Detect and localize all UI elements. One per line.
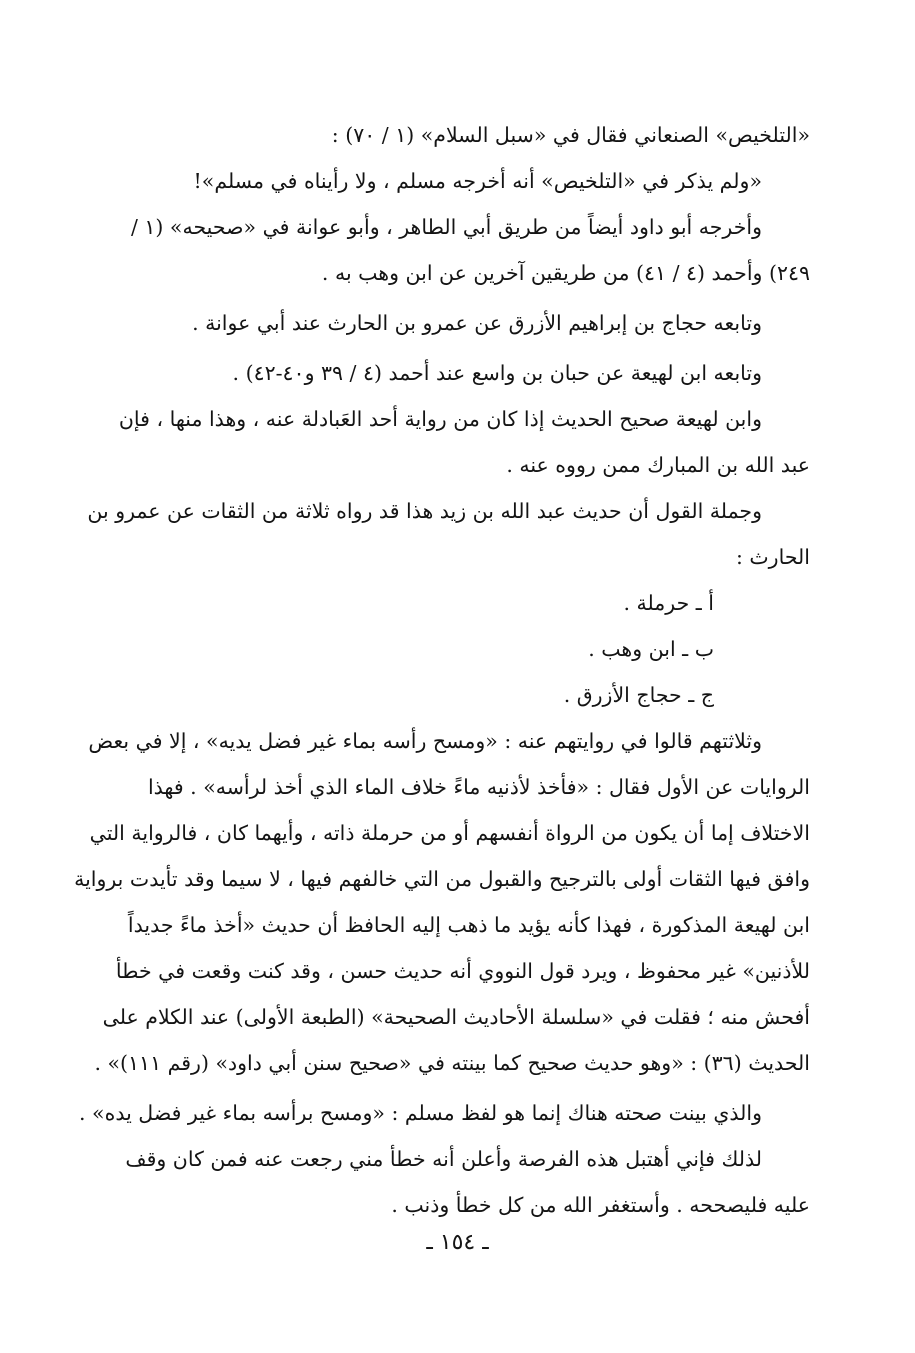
text-line: وافق فيها الثقات أولى بالترجيح والقبول من التي خالفهم فيها ، لا سيما وقد تأيدت برواية [74,867,810,891]
paragraph-quote-sabl-assalam [60,158,810,204]
text-line: والذي بينت صحته هناك إنما هو لفظ مسلم : «ومسح برأسه بماء غير فضل يده» . [79,1101,762,1125]
list-item: ب ـ ابن وهب . [588,637,714,661]
text-line: وتابعه حجاج بن إبراهيم الأزرق عن عمرو بن الحارث عند أبي عوانة . [192,311,762,335]
text-line: وأخرجه أبو داود أيضاً من طريق أبي الطاهر ، وأبو عوانة في «صحيحه» (١ / [130,215,762,239]
paragraph-summary [60,488,810,580]
text-line: لذلك فإني أهتبل هذه الفرصة وأعلن أنه خطأ مني رجعت عنه فمن كان وقف [125,1147,762,1171]
narrator-list [60,580,810,718]
paragraph-ibn-lahia-sahih [60,396,810,488]
list-item: ج ـ حجاج الأزرق . [563,683,714,707]
paragraph-muslim-wording [60,1090,810,1136]
text-line: أفحش منه ؛ فقلت في «سلسلة الأحاديث الصحيحة» (الطبعة الأولى) عند الكلام على [102,1005,810,1029]
paragraph-continuation [60,112,810,158]
text-line: الاختلاف إما أن يكون من الرواة أنفسهم أو من حرملة ذاته ، وأيهما كان ، فالرواية التي [89,821,810,845]
text-line: ٢٤٩) وأحمد (٤ / ٤١) من طريقين آخرين عن ابن وهب به . [321,261,810,285]
text-line: وابن لهيعة صحيح الحديث إذا كان من رواية أحد العَبادلة عنه ، وهذا منها ، فإن [118,407,762,431]
body-text [60,112,810,1228]
paragraph-ibn-lahia [60,350,810,396]
paragraph-hajjaj [60,300,810,346]
paragraph-discussion [60,718,810,1086]
text-line: الحارث : [735,545,810,569]
text-line: «ولم يذكر في «التلخيص» أنه أخرجه مسلم ، ولا رأيناه في مسلم»! [193,169,762,193]
text-line: الحديث (٣٦) : «وهو حديث صحيح كما بينته في «صحيح سنن أبي داود» (رقم ١١١)» . [94,1051,810,1075]
text-line: عليه فليصححه . وأستغفر الله من كل خطأ وذنب . [391,1193,810,1217]
text-line: «التلخيص» الصنعاني فقال في «سبل السلام» (١ / ٧٠) : [331,123,810,147]
list-item: أ ـ حرملة . [623,591,714,615]
paragraph-retraction [60,1136,810,1228]
text-line: الروايات عن الأول فقال : «فأخذ لأذنيه ماءً خلاف الماء الذي أخذ لرأسه» . فهذا [147,775,810,799]
text-line: عبد الله بن المبارك ممن رووه عنه . [506,453,810,477]
text-line: للأذنين» غير محفوظ ، ويرد قول النووي أنه حديث حسن ، وقد كنت وقعت في خطأ [115,959,810,983]
page-number: ـ ١٥٤ ـ [426,1230,489,1255]
paragraph-abu-dawud [60,204,810,296]
text-line: وثلاثتهم قالوا في روايتهم عنه : «ومسح رأسه بماء غير فضل يديه» ، إلا في بعض [88,729,762,753]
text-line: ابن لهيعة المذكورة ، فهذا كأنه يؤيد ما ذهب إليه الحافظ أن حديث «أخذ ماءً جديداً [127,913,810,937]
text-line: وتابعه ابن لهيعة عن حبان بن واسع عند أحمد (٤ / ٣٩ و٤٠-٤٢) . [232,361,762,385]
text-line: وجملة القول أن حديث عبد الله بن زيد هذا قد رواه ثلاثة من الثقات عن عمرو بن [87,499,762,523]
